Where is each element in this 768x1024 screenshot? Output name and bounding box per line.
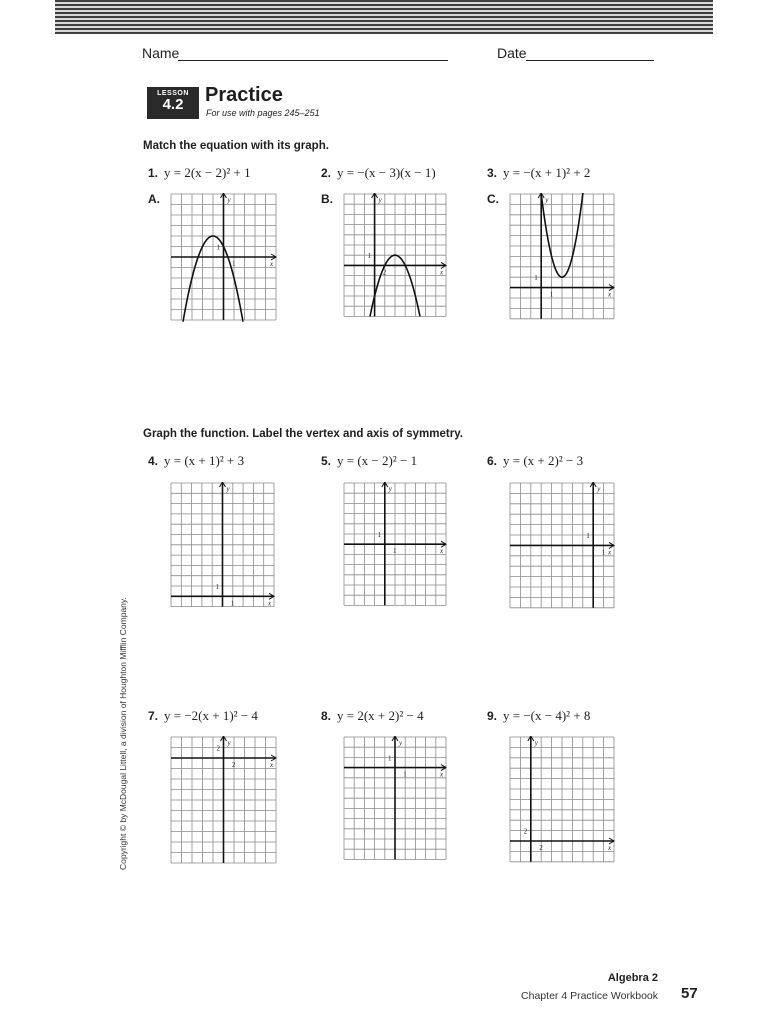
x-axis-label: x — [270, 761, 274, 769]
problem-number: 5. — [321, 454, 332, 468]
problem-4 — [148, 453, 244, 469]
problem-7 — [148, 708, 258, 724]
footer-book-title: Algebra 2 — [607, 972, 658, 984]
problem-number: 2. — [321, 166, 332, 180]
y-tick-label: 1 — [388, 754, 392, 763]
graph-a — [170, 193, 278, 323]
grid-lines — [510, 737, 614, 862]
x-tick-label: 1 — [403, 770, 407, 779]
y-tick-label: 1 — [367, 252, 372, 261]
graph-letter-b: B. — [321, 192, 333, 206]
x-tick-label: 2 — [539, 844, 543, 852]
page-title: Practice — [205, 84, 283, 106]
lesson-badge — [147, 87, 199, 119]
graph-letter-c: C. — [487, 192, 499, 206]
x-axis-label: x — [440, 770, 444, 779]
page-subtitle: For use with pages 245–251 — [206, 108, 320, 118]
problem-number: 1. — [148, 166, 159, 180]
x-tick-label: 2 — [232, 761, 236, 769]
problem-number: 9. — [487, 709, 498, 723]
name-line — [178, 60, 448, 61]
y-axis-label: y — [388, 485, 392, 493]
x-tick-label: 1 — [232, 260, 236, 268]
graph-4 — [170, 482, 275, 610]
problem-number: 3. — [487, 166, 498, 180]
x-tick-label: 1 — [601, 548, 606, 557]
problem-equation: y = −(x − 3)(x − 1) — [337, 165, 436, 180]
problem-equation: y = −2(x + 1)² − 4 — [164, 708, 258, 723]
y-tick-label: 1 — [377, 531, 382, 539]
graph-letter-a: A. — [148, 192, 160, 206]
y-axis-label: y — [534, 739, 538, 747]
y-axis-label: y — [226, 485, 230, 493]
lesson-label: LESSON — [157, 90, 189, 97]
graph-c — [509, 193, 615, 323]
header-stripes — [55, 0, 713, 34]
section1-instruction: Match the equation with its graph. — [143, 140, 329, 152]
graph-8 — [343, 736, 447, 864]
x-axis-label: x — [608, 290, 612, 299]
x-tick-label: 1 — [549, 290, 554, 299]
x-axis-label: x — [270, 260, 274, 268]
x-axis-label: x — [440, 547, 444, 556]
y-tick-label: 2 — [523, 827, 528, 836]
footer-workbook: Chapter 4 Practice Workbook — [521, 990, 658, 1002]
y-axis-label: y — [545, 196, 549, 204]
grid-lines — [510, 194, 614, 319]
graph-9 — [509, 736, 615, 864]
date-label: Date — [497, 45, 527, 61]
problem-3 — [487, 165, 590, 181]
x-tick-label: 1 — [393, 547, 397, 556]
name-label: Name — [142, 45, 180, 61]
y-axis-label: y — [227, 196, 231, 204]
problem-equation: y = (x + 2)² − 3 — [503, 453, 584, 468]
y-tick-label: 1 — [215, 583, 219, 591]
problem-equation: y = (x + 1)² + 3 — [164, 453, 245, 468]
graph-6 — [509, 482, 615, 610]
graph-b — [343, 193, 447, 323]
y-axis-label: y — [399, 739, 403, 747]
x-tick-label: 2 — [382, 268, 387, 277]
date-line — [526, 60, 654, 61]
problem-6 — [487, 453, 583, 469]
problem-equation: y = (x − 2)² − 1 — [337, 453, 418, 468]
lesson-number: 4.2 — [162, 96, 184, 113]
y-tick-label: 1 — [586, 532, 590, 540]
problem-number: 4. — [148, 454, 159, 468]
problem-9 — [487, 708, 590, 724]
graph-5 — [343, 482, 447, 610]
problem-5 — [321, 453, 417, 469]
problem-equation: y = 2(x + 2)² − 4 — [337, 708, 424, 723]
graph-7 — [170, 736, 277, 864]
y-axis-label: y — [227, 739, 231, 747]
y-tick-label: 1 — [534, 274, 538, 283]
x-axis-label: x — [608, 548, 612, 557]
problem-number: 7. — [148, 709, 159, 723]
problem-equation: y = −(x + 1)² + 2 — [503, 165, 591, 180]
y-tick-label: 2 — [216, 744, 220, 753]
problem-1 — [148, 165, 251, 181]
x-axis-label: x — [440, 268, 444, 277]
copyright-notice: Copyright © by McDougal Littell, a division of Houghton Mifflin Company. — [118, 597, 128, 870]
problem-number: 8. — [321, 709, 332, 723]
section2-instruction: Graph the function. Label the vertex and axis of symmetry. — [143, 428, 463, 440]
problem-number: 6. — [487, 454, 498, 468]
problem-2 — [321, 165, 436, 181]
page-number: 57 — [681, 985, 698, 1002]
x-axis-label: x — [608, 844, 612, 852]
y-axis-label: y — [378, 196, 382, 204]
problem-8 — [321, 708, 424, 724]
x-axis-label: x — [268, 599, 272, 608]
x-tick-label: 1 — [230, 599, 235, 608]
problem-equation: y = 2(x − 2)² + 1 — [164, 165, 251, 180]
problem-equation: y = −(x − 4)² + 8 — [503, 708, 591, 723]
y-tick-label: 1 — [216, 243, 220, 252]
y-axis-label: y — [597, 485, 601, 493]
